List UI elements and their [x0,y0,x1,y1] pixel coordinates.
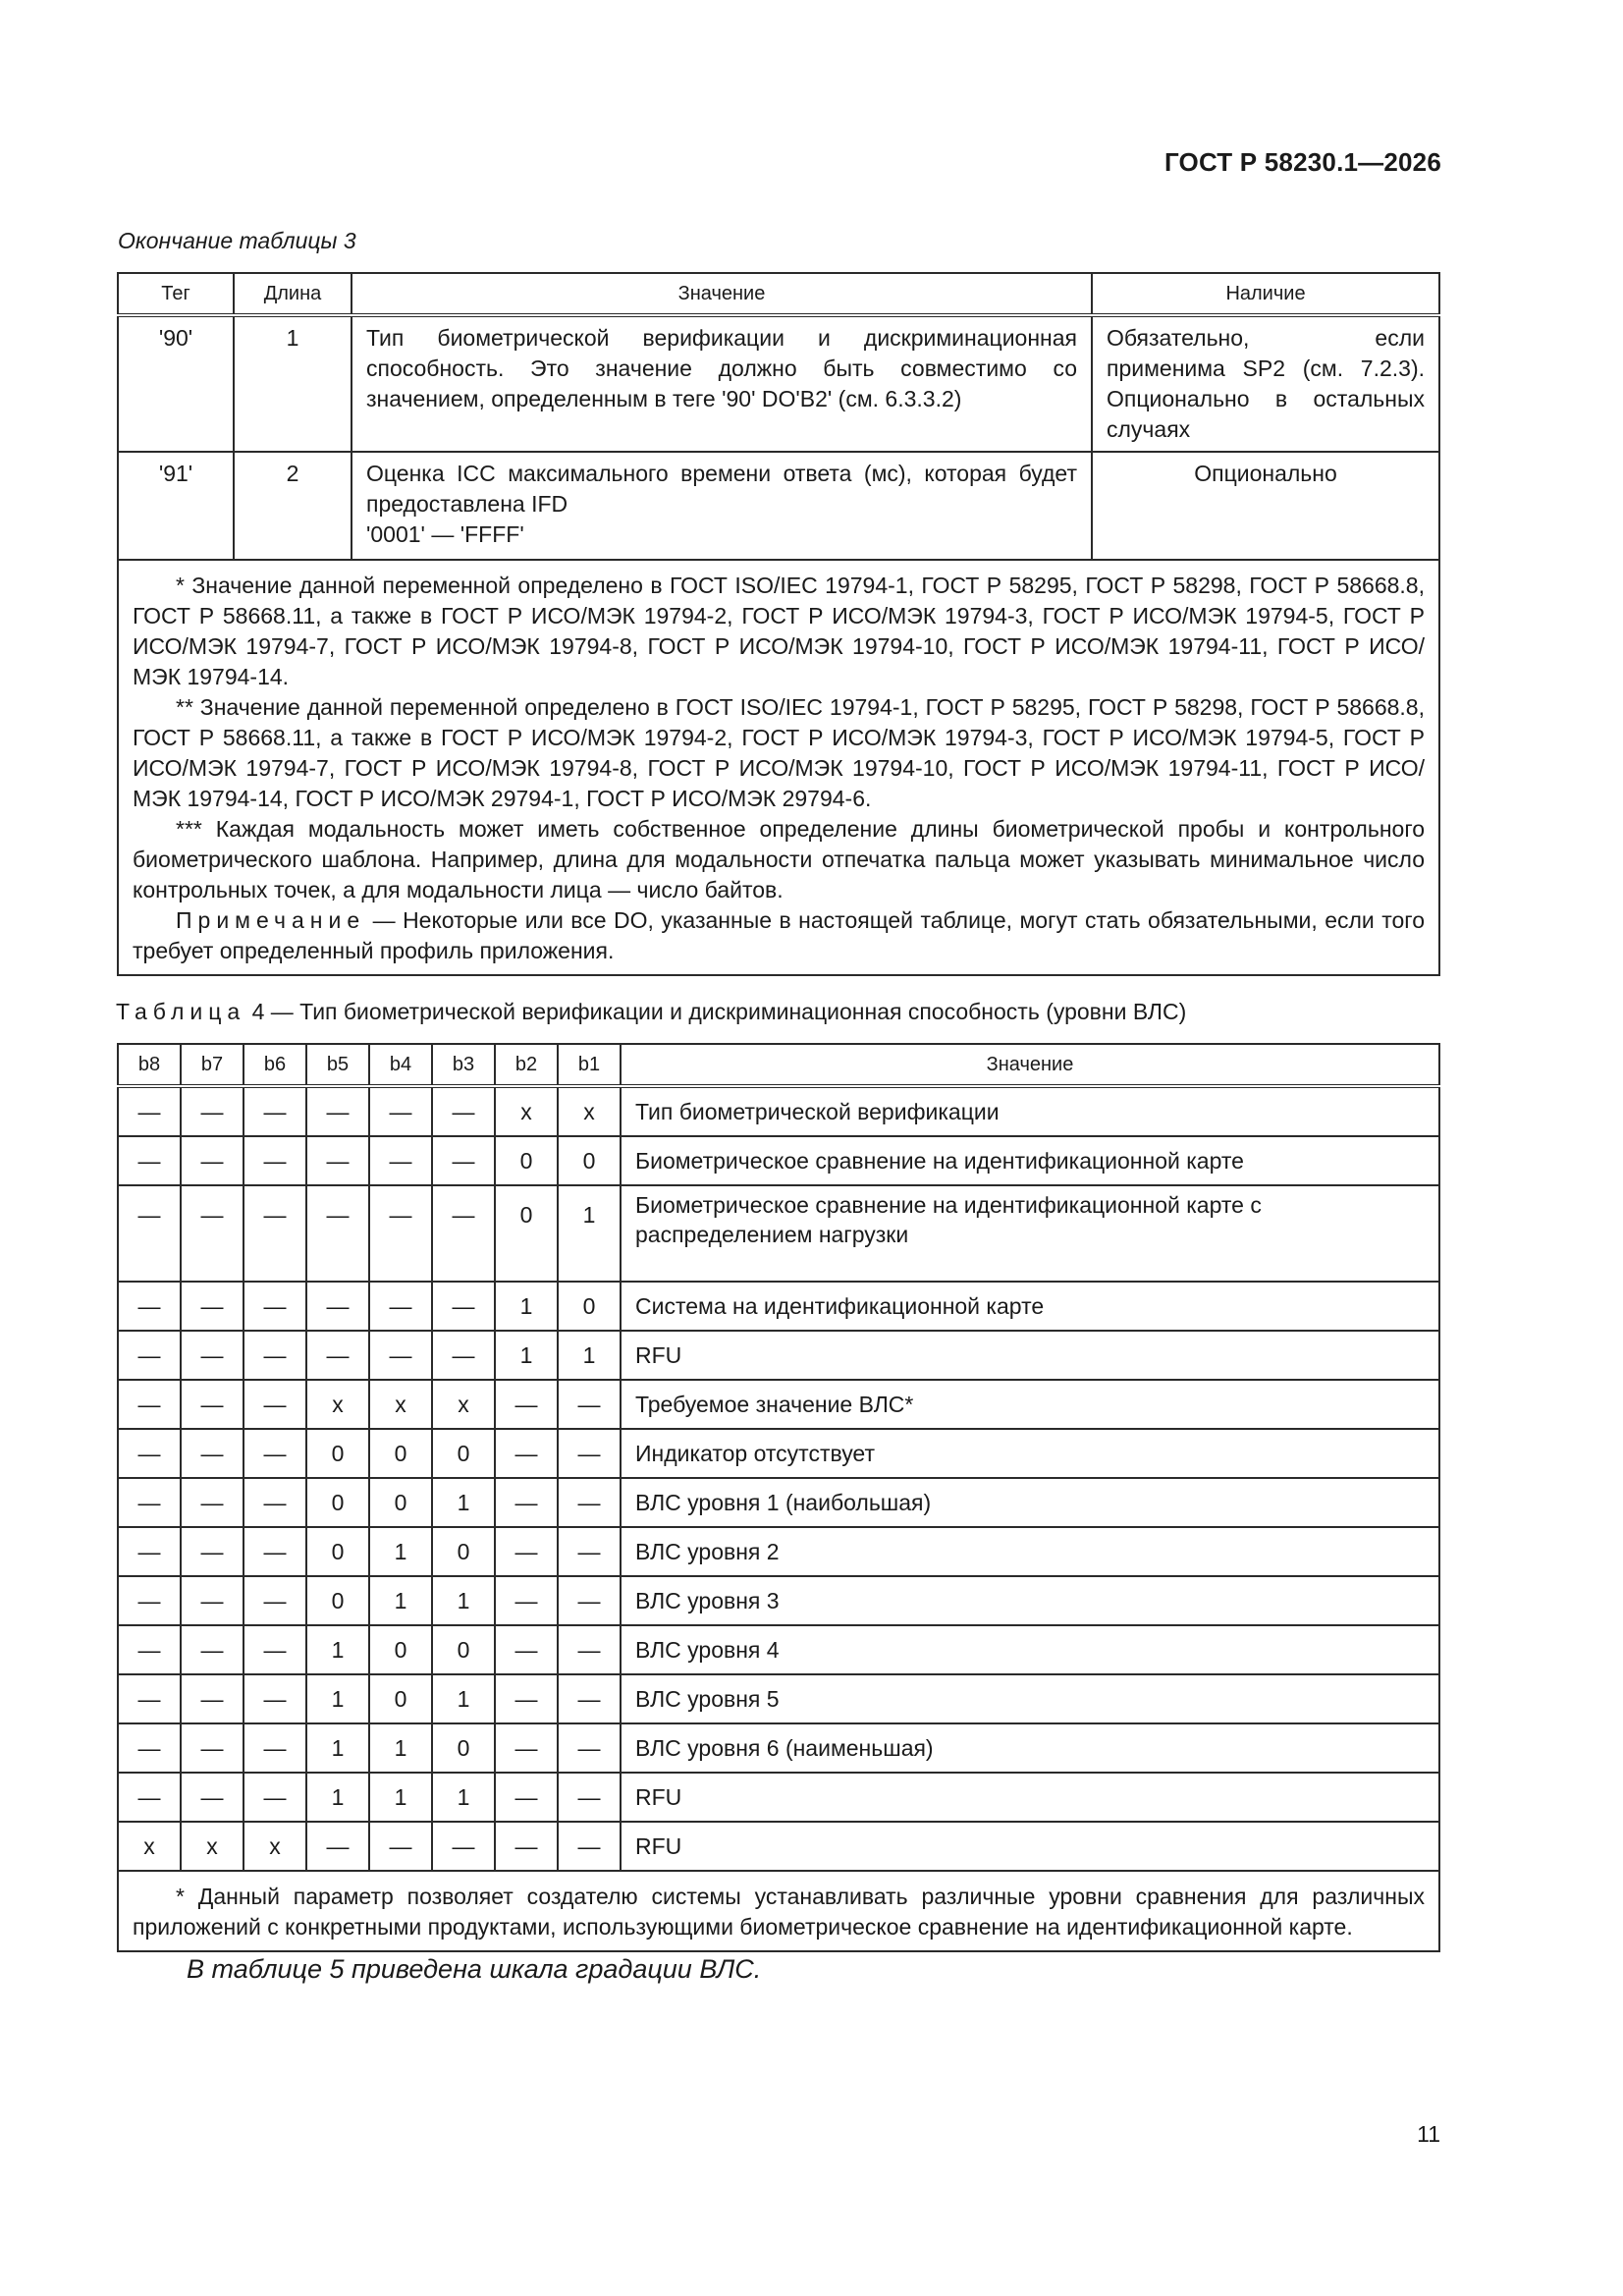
cell-b7: — [181,1625,243,1674]
cell-b2: 0 [495,1185,558,1282]
cell-b5: 0 [306,1429,369,1478]
table-row [118,1478,1439,1527]
cell-b6: — [243,1773,306,1822]
cell-b1: — [558,1625,621,1674]
cell-b4: — [369,1185,432,1282]
cell-meaning: ВЛС уровня 5 [621,1674,1439,1723]
cell-b2: — [495,1380,558,1429]
cell-b5: 1 [306,1723,369,1773]
cell-length: 1 [234,315,352,452]
cell-b3: 1 [432,1773,495,1822]
header-b2: b2 [495,1044,558,1086]
header-meaning: Значение [621,1044,1439,1086]
cell-b5: 0 [306,1527,369,1576]
cell-meaning: RFU [621,1331,1439,1380]
cell-b8: — [118,1282,181,1331]
table4-footnote [118,1871,1439,1951]
cell-b6: — [243,1429,306,1478]
note-label: Примечание [176,907,366,933]
table-row [118,1380,1439,1429]
cell-b3: 1 [432,1576,495,1625]
cell-b4: — [369,1136,432,1185]
cell-meaning: Тип биометрической верификации [621,1086,1439,1136]
cell-b8: — [118,1086,181,1136]
cell-b1: 1 [558,1331,621,1380]
cell-b7: — [181,1086,243,1136]
cell-b2: — [495,1674,558,1723]
cell-value [352,452,1092,560]
cell-b5: — [306,1331,369,1380]
cell-b8: — [118,1429,181,1478]
cell-meaning: ВЛС уровня 3 [621,1576,1439,1625]
table-row [118,452,1439,560]
cell-b8: — [118,1723,181,1773]
cell-b5: — [306,1185,369,1282]
cell-b4: — [369,1086,432,1136]
cell-b7: — [181,1380,243,1429]
cell-b5: x [306,1380,369,1429]
cell-b7: — [181,1136,243,1185]
cell-b4: 0 [369,1674,432,1723]
cell-b6: — [243,1331,306,1380]
cell-b7: x [181,1822,243,1871]
table4-footnote-text: * Данный параметр позволяет создателю системы устанавливать различные уровни сравнения для различных приложений с конкретными продуктами, использующими биометрическое сравнение на идентификационной карте. [133,1884,1425,1940]
cell-b1: 0 [558,1136,621,1185]
cell-b3: 1 [432,1478,495,1527]
table-row [118,1331,1439,1380]
footnote-3: *** Каждая модальность может иметь собственное определение длины биометрической пробы и контрольного биометрического шаблона. Например, длина для модальности отпечатка пальца может указывать минимальное число контрольных точек, а для модальности лица — число байтов. [133,816,1425,902]
cell-b1: — [558,1723,621,1773]
cell-b8: — [118,1185,181,1282]
table3-header-row [118,273,1439,315]
cell-tag: '91' [118,452,234,560]
table-row [118,315,1439,452]
table-row [118,1723,1439,1773]
cell-b7: — [181,1185,243,1282]
table-row [118,1429,1439,1478]
cell-meaning: Система на идентификационной карте [621,1282,1439,1331]
cell-b6: — [243,1674,306,1723]
header-b8: b8 [118,1044,181,1086]
note-text: — Некоторые или все DO, указанные в настоящей таблице, могут стать обязательными, если того требует определенный профиль приложения. [133,907,1425,963]
cell-b8: — [118,1674,181,1723]
cell-meaning: RFU [621,1822,1439,1871]
cell-b5: 1 [306,1625,369,1674]
cell-meaning: Требуемое значение ВЛС* [621,1380,1439,1429]
cell-b6: x [243,1822,306,1871]
cell-b3: 0 [432,1527,495,1576]
cell-meaning: ВЛС уровня 6 (наименьшая) [621,1723,1439,1773]
cell-b8: — [118,1527,181,1576]
cell-b6: — [243,1380,306,1429]
table-row [118,1282,1439,1331]
table-row [118,1527,1439,1576]
cell-b5: — [306,1282,369,1331]
cell-b2: — [495,1576,558,1625]
cell-b1: — [558,1674,621,1723]
cell-b2: 1 [495,1331,558,1380]
cell-b5: — [306,1086,369,1136]
cell-b8: — [118,1478,181,1527]
cell-meaning: ВЛС уровня 1 (наибольшая) [621,1478,1439,1527]
cell-b5: 0 [306,1478,369,1527]
cell-b1: — [558,1773,621,1822]
header-value: Значение [352,273,1092,315]
cell-b5: 0 [306,1576,369,1625]
cell-tag: '90' [118,315,234,452]
cell-b3: — [432,1822,495,1871]
cell-b1: — [558,1527,621,1576]
cell-b8: — [118,1136,181,1185]
cell-b3: — [432,1185,495,1282]
cell-value-line: Оценка ICC максимального времени ответа (мс), которая будет предоставлена IFD [366,461,1077,517]
cell-b6: — [243,1086,306,1136]
cell-b6: — [243,1282,306,1331]
cell-b6: — [243,1478,306,1527]
cell-b4: 1 [369,1773,432,1822]
cell-b1: — [558,1576,621,1625]
cell-presence: Обязательно, если применима SP2 (см. 7.2.3). Опционально в остальных случаях [1092,315,1439,452]
cell-b1: 0 [558,1282,621,1331]
cell-b6: — [243,1723,306,1773]
cell-b1: 1 [558,1185,621,1282]
table-row [118,1136,1439,1185]
cell-b7: — [181,1478,243,1527]
cell-b1: x [558,1086,621,1136]
cell-b6: — [243,1527,306,1576]
cell-b2: — [495,1429,558,1478]
cell-meaning: Биометрическое сравнение на идентификационной карте [621,1136,1439,1185]
header-length: Длина [234,273,352,315]
cell-b3: 0 [432,1625,495,1674]
cell-b3: x [432,1380,495,1429]
note [133,905,1425,966]
cell-b7: — [181,1429,243,1478]
cell-b4: 0 [369,1478,432,1527]
cell-b4: x [369,1380,432,1429]
cell-meaning: Биометрическое сравнение на идентификационной карте с распределением нагрузки [621,1185,1439,1282]
header-b5: b5 [306,1044,369,1086]
cell-b8: — [118,1331,181,1380]
cell-b4: 0 [369,1429,432,1478]
cell-b8: — [118,1380,181,1429]
table-row [118,1773,1439,1822]
table3-continuation-caption: Окончание таблицы 3 [118,228,356,253]
cell-b3: — [432,1136,495,1185]
cell-b3: — [432,1282,495,1331]
cell-value-range: '0001' — 'FFFF' [366,521,524,547]
header-b4: b4 [369,1044,432,1086]
cell-b6: — [243,1625,306,1674]
table-row [118,1674,1439,1723]
table-row [118,1576,1439,1625]
cell-b7: — [181,1331,243,1380]
cell-b3: — [432,1331,495,1380]
header-b6: b6 [243,1044,306,1086]
cell-b2: 1 [495,1282,558,1331]
cell-b2: x [495,1086,558,1136]
table-row [118,1185,1439,1282]
cell-b8: x [118,1822,181,1871]
cell-b7: — [181,1773,243,1822]
cell-b4: — [369,1331,432,1380]
header-presence: Наличие [1092,273,1439,315]
header-tag: Тег [118,273,234,315]
cell-b2: — [495,1478,558,1527]
cell-b4: — [369,1822,432,1871]
cell-b8: — [118,1576,181,1625]
cell-b8: — [118,1773,181,1822]
cell-b4: 1 [369,1527,432,1576]
cell-b4: 1 [369,1723,432,1773]
table4-caption-word: Таблица [116,999,246,1024]
header-b3: b3 [432,1044,495,1086]
cell-b7: — [181,1674,243,1723]
header-b1: b1 [558,1044,621,1086]
cell-b4: 1 [369,1576,432,1625]
cell-b2: — [495,1527,558,1576]
cell-b6: — [243,1576,306,1625]
cell-b2: 0 [495,1136,558,1185]
cell-b7: — [181,1282,243,1331]
cell-b2: — [495,1723,558,1773]
cell-b7: — [181,1527,243,1576]
cell-length: 2 [234,452,352,560]
table-row [118,1086,1439,1136]
cell-b3: 1 [432,1674,495,1723]
cell-b1: — [558,1478,621,1527]
table-4 [117,1043,1440,1952]
cell-value: Тип биометрической верификации и дискриминационная способность. Это значение должно быть совместимо со значением, определенным в теге '90' DO'B2' (см. 6.3.3.2) [352,315,1092,452]
cell-meaning: ВЛС уровня 4 [621,1625,1439,1674]
cell-b6: — [243,1136,306,1185]
cell-meaning: ВЛС уровня 2 [621,1527,1439,1576]
cell-presence: Опционально [1092,452,1439,560]
cell-b7: — [181,1723,243,1773]
cell-b4: 0 [369,1625,432,1674]
cell-b3: — [432,1086,495,1136]
cell-meaning: Индикатор отсутствует [621,1429,1439,1478]
cell-b1: — [558,1822,621,1871]
table3-notes-row [118,560,1439,975]
cell-b2: — [495,1822,558,1871]
cell-b3: 0 [432,1723,495,1773]
table-3 [117,272,1440,976]
table4-footnote-row [118,1871,1439,1951]
cell-b5: 1 [306,1773,369,1822]
cell-b5: 1 [306,1674,369,1723]
cell-b5: — [306,1136,369,1185]
table3-notes [118,560,1439,975]
footnote-1: * Значение данной переменной определено в ГОСТ ISO/IEC 19794-1, ГОСТ Р 58295, ГОСТ Р 58298, ГОСТ Р 58668.8, ГОСТ Р 58668.11, а также в ГОСТ Р ИСО/МЭК 19794-2, ГОСТ Р ИСО/МЭК 19794-3, ГОСТ Р ИСО/МЭК 19794-5, ГОСТ Р ИСО/МЭК 19794-7, ГОСТ Р ИСО/МЭК 19794-8, ГОСТ Р ИСО/МЭК 19794-10, ГОСТ Р ИСО/МЭК 19794-11, ГОСТ Р ИСО/МЭК 19794-14. [133,573,1425,689]
cell-b7: — [181,1576,243,1625]
cell-b8: — [118,1625,181,1674]
cell-b2: — [495,1625,558,1674]
cell-meaning: RFU [621,1773,1439,1822]
table4-caption [116,999,1186,1025]
cell-b1: — [558,1429,621,1478]
cell-b5: — [306,1822,369,1871]
cell-b3: 0 [432,1429,495,1478]
document-code: ГОСТ Р 58230.1—2026 [1163,147,1441,177]
table-row [118,1625,1439,1674]
footnote-2: ** Значение данной переменной определено в ГОСТ ISO/IEC 19794-1, ГОСТ Р 58295, ГОСТ Р 58298, ГОСТ Р 58668.8, ГОСТ Р 58668.11, а также в ГОСТ Р ИСО/МЭК 19794-2, ГОСТ Р ИСО/МЭК 19794-3, ГОСТ Р ИСО/МЭК 19794-5, ГОСТ Р ИСО/МЭК 19794-7, ГОСТ Р ИСО/МЭК 19794-8, ГОСТ Р ИСО/МЭК 19794-10, ГОСТ Р ИСО/МЭК 19794-11, ГОСТ Р ИСО/МЭК 19794-14, ГОСТ Р ИСО/МЭК 29794-1, ГОСТ Р ИСО/МЭК 29794-6. [133,694,1425,811]
cell-b1: — [558,1380,621,1429]
table-row [118,1822,1439,1871]
cell-b4: — [369,1282,432,1331]
closing-text: В таблице 5 приведена шкала градации ВЛС. [187,1954,762,1984]
table4-caption-text: 4 — Тип биометрической верификации и дискриминационная способность (уровни ВЛС) [245,999,1187,1024]
page-number: 11 [1417,2121,1440,2147]
cell-b6: — [243,1185,306,1282]
cell-b2: — [495,1773,558,1822]
table4-header-row [118,1044,1439,1086]
header-b7: b7 [181,1044,243,1086]
